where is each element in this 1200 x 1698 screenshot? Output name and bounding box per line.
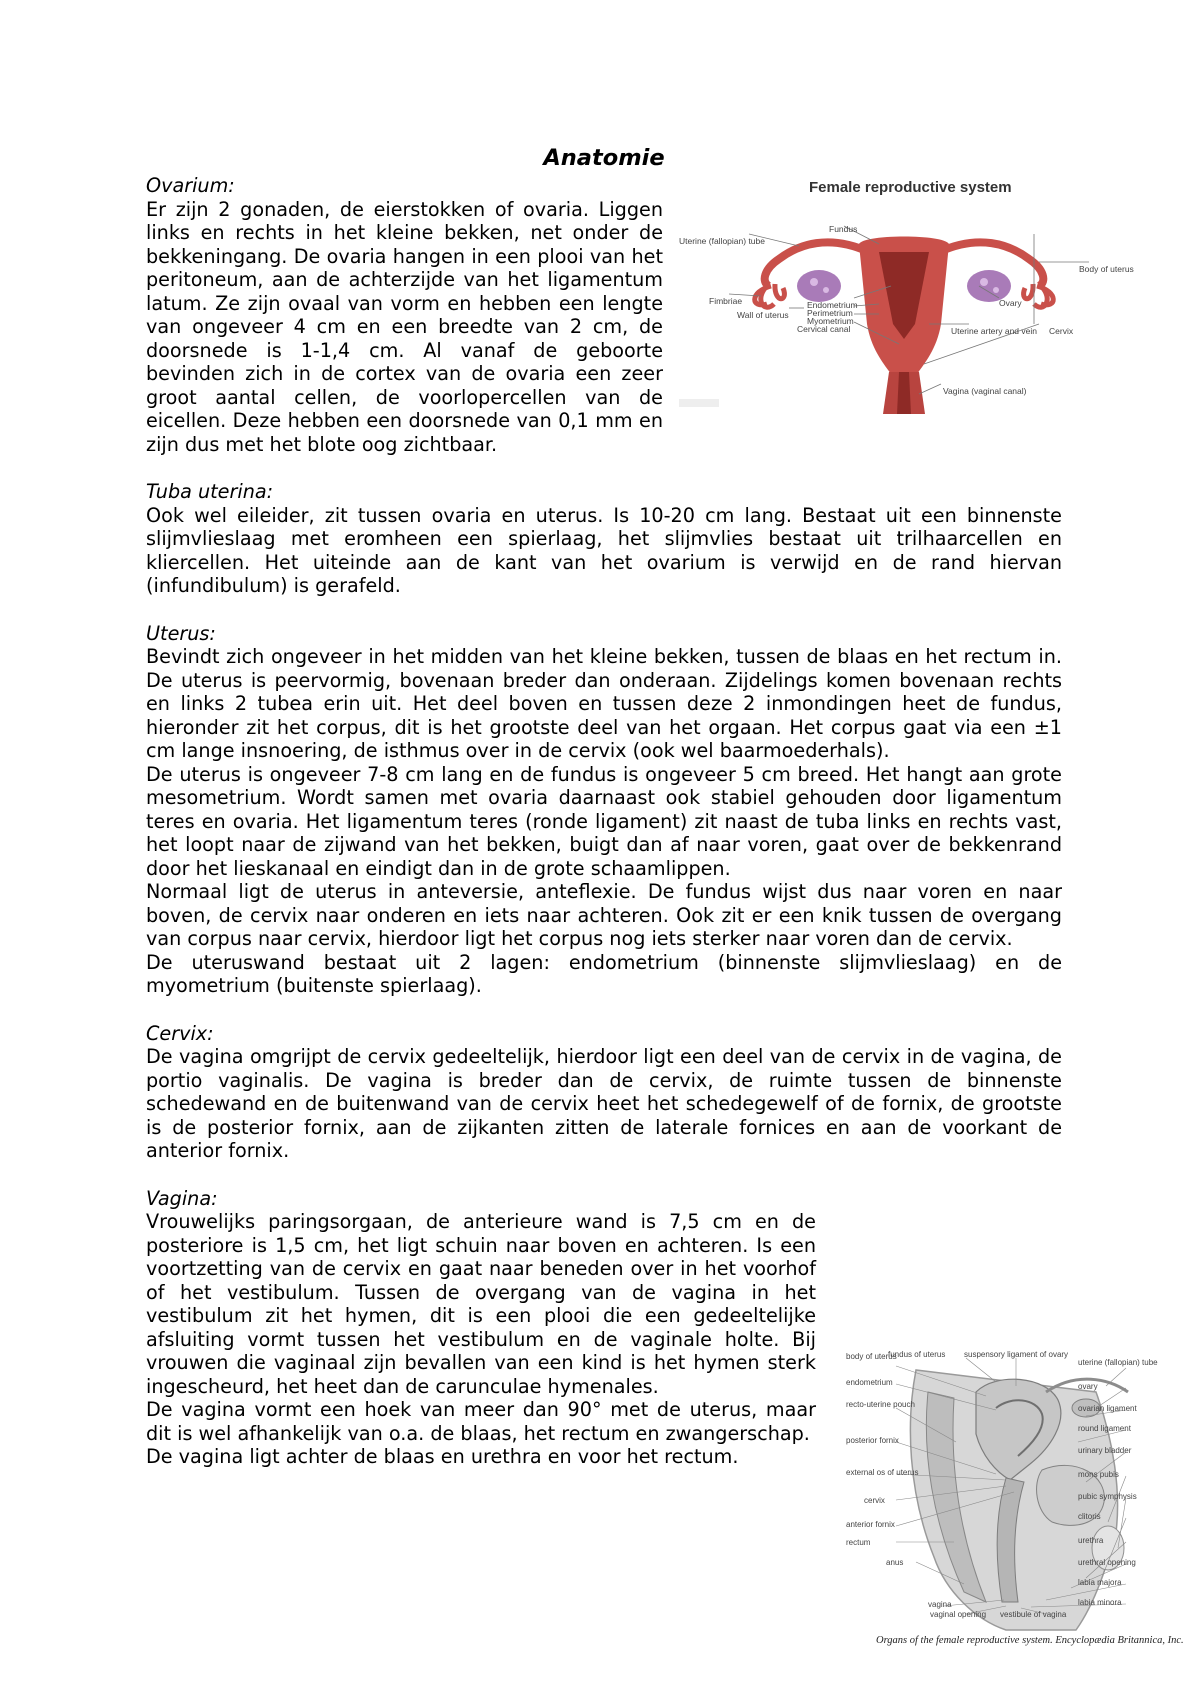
text-vagina-1-content: Vrouwelijks paringsorgaan, de anterieure wand is 7,5 cm en de posteriore is 1,5 cm, het ligt schuin naar boven en achteren. Is een voortzetting van de cervix en gaat naar beneden over in het voorhof of het vestibulum. Tussen de overgang van de vagina in het vestibulum zit het hymen, dit is een plooi die een gedeeltelijke afsluiting vormt tussen het vestibulum en de vaginale holte. Bij vrouwen die vaginaal zijn bevallen van een kind is het hymen sterk ingescheurd, het heet dan de carunculae hymenales. xyxy=(146,1210,816,1398)
label-pubic-symphysis: pubic symphysis xyxy=(1078,1492,1137,1501)
label-posterior-fornix: posterior fornix xyxy=(846,1436,899,1445)
page-title: Anatomie xyxy=(543,145,665,171)
label-urinary-bladder: urinary bladder xyxy=(1078,1446,1132,1455)
section-spacer xyxy=(146,998,1062,1022)
label-wall-of-uterus: Wall of uterus xyxy=(737,310,789,320)
text-vagina-3: De vagina ligt achter de blaas en urethra en voor het rectum. xyxy=(146,1445,739,1468)
label-ovary: Ovary xyxy=(999,298,1022,308)
label-perimetrium: Perimetrium xyxy=(807,308,853,318)
label-body-of-uterus: body of uterus xyxy=(846,1352,897,1361)
figure-caption: Organs of the female reproductive system. Encyclopædia Britannica, Inc. xyxy=(876,1635,1184,1646)
text-uterus-1: Bevindt zich ongeveer in het midden van het kleine bekken, tussen de blaas en het rectum in. De uterus is peervormig, bovenaan breder dan onderaan. Zijdelings komen bovenaan rechts en links 2 tubea erin uit. Het deel boven en tussen deze 2 inmondingen heet de fundus, hieronder zit het corpus, dit is het grootste deel van het orgaan. Het corpus gaat via een ±1 cm lange insnoering, de isthmus over in de cervix (ook wel baarmoederhals). xyxy=(146,645,1062,762)
female-reproductive-system-figure xyxy=(679,174,1134,430)
text-uterus-2: De uterus is ongeveer 7-8 cm lang en de fundus is ongeveer 5 cm breed. Het hangt aan grote mesometrium. Wordt samen met ovaria daarnaast ook stabiel gehouden door ligamentum teres en ovaria. Het ligamentum teres (ronde ligament) zit naast de tuba links en rechts vast, het loopt naar de zijwand van het bekken, buigt dan af naar voren, gaat over de bekkenrand door het lieskanaal en eindigt dan in de grote schaamlippen. xyxy=(146,762,1062,880)
label-labia-minora: labia minora xyxy=(1078,1598,1122,1607)
heading-tuba-uterina: Tuba uterina: xyxy=(146,480,274,503)
text-tuba-uterina: Ook wel eileider, zit tussen ovaria en uterus. Is 10-20 cm lang. Bestaat uit een binnenste slijmvlieslaag met eromheen een spierlaag, het slijmvlies bestaat uit trilhaarcellen en kliercellen. Het uiteinde aan de kant van het ovarium is verwijd en de rand hiervan (infundibulum) is gerafeld. xyxy=(146,503,1062,597)
label-clitoris: clitoris xyxy=(1078,1512,1101,1521)
label-vaginal-opening: vaginal opening xyxy=(930,1610,987,1619)
label-endometrium: endometrium xyxy=(846,1378,893,1387)
label-ovary: ovary xyxy=(1078,1382,1098,1391)
label-myometrium: Myometrium xyxy=(807,316,854,326)
label-uterine-tube: uterine (fallopian) tube xyxy=(1078,1358,1158,1367)
section-spacer xyxy=(146,1163,1062,1187)
label-cervix: cervix xyxy=(864,1496,885,1505)
label-anterior-fornix: anterior fornix xyxy=(846,1520,895,1529)
pelvis-illustration xyxy=(846,1352,1176,1654)
label-fundus-of-uterus: fundus of uterus xyxy=(888,1350,946,1359)
section-spacer xyxy=(146,456,1062,480)
label-external-os: external os of uterus xyxy=(846,1468,919,1477)
label-urethra: urethra xyxy=(1078,1536,1104,1545)
label-cervix: Cervix xyxy=(1049,326,1074,336)
label-vagina: vagina xyxy=(928,1600,952,1609)
label-fimbriae: Fimbriae xyxy=(709,296,743,306)
label-mons-pubis: mons pubis xyxy=(1078,1470,1119,1479)
label-urethral-opening: urethral opening xyxy=(1078,1558,1136,1567)
figure-title: Female reproductive system xyxy=(809,179,1012,196)
label-round-ligament: round ligament xyxy=(1078,1424,1131,1433)
label-anus: anus xyxy=(886,1558,904,1567)
label-uterine-tube: Uterine (fallopian) tube xyxy=(679,236,765,246)
label-labia-majora: labia majora xyxy=(1078,1578,1122,1587)
heading-uterus: Uterus: xyxy=(146,621,216,645)
label-recto-uterine-pouch: recto-uterine pouch xyxy=(846,1400,915,1409)
heading-ovarium: Ovarium: xyxy=(146,174,235,197)
text-uterus-3: Normaal ligt de uterus in anteversie, anteflexie. De fundus wijst dus naar voren en naar boven, de cervix naar onderen en iets naar achteren. Ook zit er een knik tussen de overgang van corpus naar cervix, hierdoor ligt het corpus nog iets sterker naar voren dan de cervix. xyxy=(146,880,1062,950)
text-cervix: De vagina omgrijpt de cervix gedeeltelijk, hierdoor ligt een deel van de cervix in de vagina, de portio vaginalis. De vagina is breder dan de cervix, de ruimte tussen de binnenste schedewand en de buitenwand van de cervix heet het schedegewelf of de fornix, de grootste is de posterior fornix, aan de zijkanten zitten de laterale fornices en aan de voorkant de anterior fornix. xyxy=(146,1045,1062,1162)
heading-vagina: Vagina: xyxy=(146,1186,218,1210)
label-endometrium: Endometrium xyxy=(807,300,858,310)
label-cervical-canal: Cervical canal xyxy=(797,324,851,334)
label-body-of-uterus: Body of uterus xyxy=(1079,264,1134,274)
label-vagina: Vagina (vaginal canal) xyxy=(943,386,1027,396)
text-vagina-2: De vagina vormt een hoek van meer dan 90° met de uterus, maar dit is wel afhankelijk van o.a. de blaas, het rectum en zwangerschap. xyxy=(146,1398,816,1445)
text-uterus-4: De uteruswand bestaat uit 2 lagen: endometrium (binnenste slijmvlieslaag) en de myometrium (buitenste spierlaag). xyxy=(146,950,1062,997)
label-suspensory-ligament: suspensory ligament of ovary xyxy=(964,1350,1069,1359)
uterus-illustration xyxy=(679,174,1134,430)
heading-cervix: Cervix: xyxy=(146,1021,214,1045)
label-ovarian-ligament: ovarian ligament xyxy=(1078,1404,1137,1413)
label-uterine-artery: Uterine artery and vein xyxy=(951,326,1037,336)
text-ovarium: Er zijn 2 gonaden, de eierstokken of ovaria. Liggen links en rechts in het kleine bekken, net onder de bekkeningang. De ovaria hangen in een plooi van het peritoneum, aan de achterzijde van het ligamentum latum. Ze zijn ovaal van vorm en hebben een lengte van ongeveer 4 cm en een breedte van 2 cm, de doorsnede is 1-1,4 cm. Al vanaf de geboorte bevinden zich in de cortex van de ovaria een zeer groot aantal cellen, de voorlopercellen van de eicellen. Deze hebben een doorsnede van 0,1 mm en zijn dus met het blote oog zichtbaar. xyxy=(146,197,663,456)
label-fundus: Fundus xyxy=(829,224,858,234)
label-vestibule: vestibule of vagina xyxy=(1000,1610,1067,1619)
label-rectum: rectum xyxy=(846,1538,871,1547)
sagittal-section-figure xyxy=(846,1350,1184,1654)
section-spacer xyxy=(146,598,1062,622)
